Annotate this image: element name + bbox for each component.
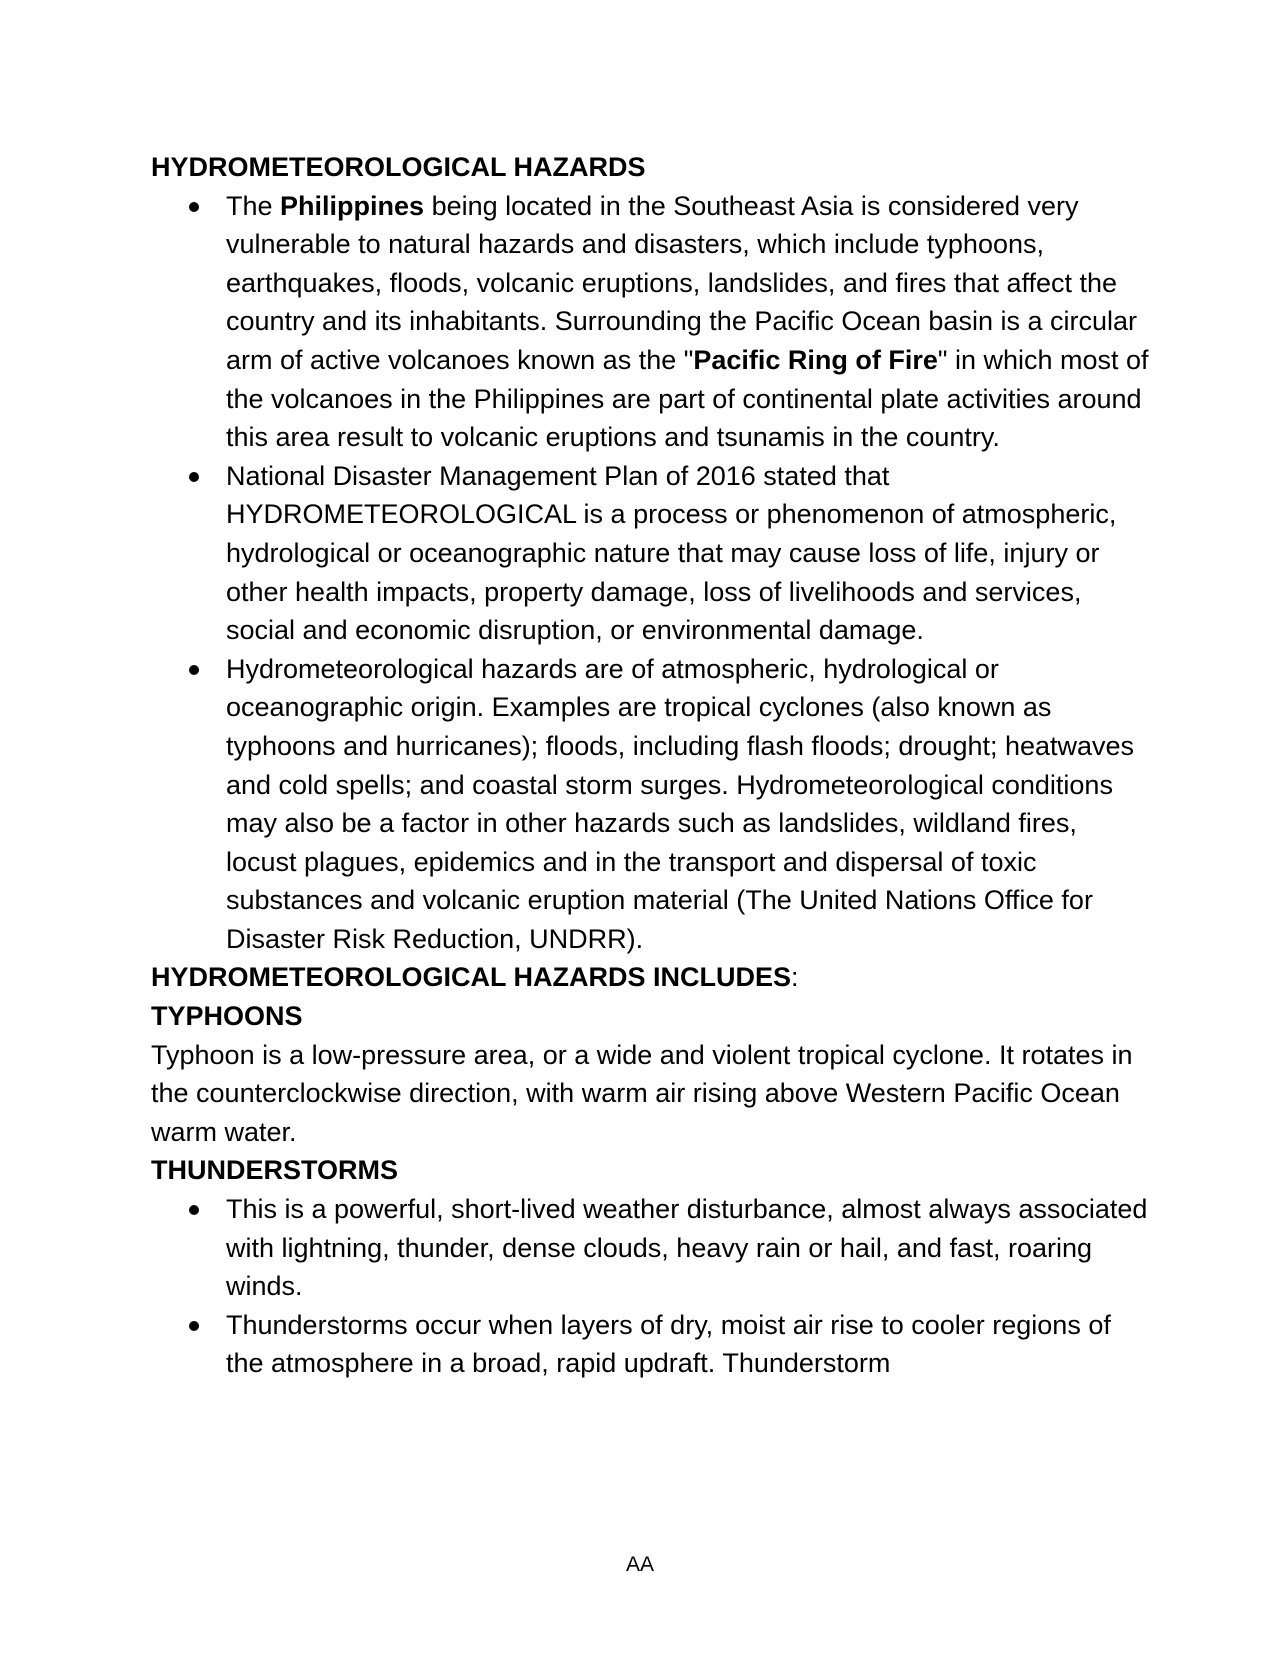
bold-philippines: Philippines [280,190,425,221]
bullet-icon [189,472,199,482]
list-item [226,650,1151,959]
bullet-icon [189,665,199,675]
section-heading-hydrometeorological-hazards: HYDROMETEOROLOGICAL HAZARDS [151,152,646,182]
list-item [226,1190,1151,1306]
bullet-text: National Disaster Management Plan of 2016 stated that HYDROMETEOROLOGICAL is a process or phenomenon of atmospheric, hydrological or oceanographic nature that may cause loss of life, injury or other health impacts, property damage, loss of livelihoods and services, social and economic disruption, or environmental damage. [226,460,1117,646]
typhoons-paragraph: Typhoon is a low-pressure area, or a wide and violent tropical cyclone. It rotates in the counterclockwise direction, with warm air rising above Western Pacific Ocean warm water. [151,1039,1133,1147]
document-page [151,148,1151,1383]
bullet-icon [189,202,199,212]
page-footer-label: AA [625,1553,654,1576]
bullet-text: Hydrometeorological hazards are of atmospheric, hydrological or oceanographic origin. Examples are tropical cyclones (also known as typhoons and hurricanes); floods, including flash floods; drought; heatwaves and cold spells; and coastal storm surges. Hydrometeorological conditions may also be a factor in other hazards such as landslides, wildland fires, locust plagues, epidemics and in the transport and dispersal of toxic substances and volcanic eruption material (The United Nations Office for Disaster Risk Reduction, UNDRR). [226,653,1135,954]
bold-pacific-ring-of-fire: Pacific Ring of Fire [693,344,938,375]
bullet-icon [189,1205,199,1215]
bullet-text-post: " in which most of the volcanoes in the Philippines are part of continental plate activities around this area result to volcanic eruptions and tsunamis in the country. [226,344,1149,453]
hazards-bullet-list [151,187,1151,959]
section-heading-thunderstorms: THUNDERSTORMS [151,1155,399,1186]
section-heading-typhoons: TYPHOONS [151,1001,303,1032]
includes-colon: : [791,962,799,993]
includes-heading-line [151,958,1151,997]
list-item [226,1306,1151,1383]
bullet-text: Thunderstorms occur when layers of dry, moist air rise to cooler regions of the atmosphere in a broad, rapid updraft. Thunderstorm [226,1309,1111,1379]
bullet-icon [189,1321,199,1331]
thunderstorms-bullet-list [151,1190,1151,1383]
list-item [226,187,1151,457]
bullet-text: This is a powerful, short-lived weather disturbance, almost always associated with lightning, thunder, dense clouds, heavy rain or hail, and fast, roaring winds. [226,1194,1148,1302]
bullet-text-mid: being located in the Southeast Asia is considered very vulnerable to natural hazards and disasters, which include typhoons, earthquakes, floods, volcanic eruptions, landslides, and fires that affect the country and its inhabitants. Surrounding the Pacific Ocean basin is a circular arm of active volcanoes known as the " [226,190,1137,375]
list-item [226,457,1151,650]
section-heading-includes: HYDROMETEOROLOGICAL HAZARDS INCLUDES [151,962,792,993]
bullet-text-pre: The [226,190,281,221]
